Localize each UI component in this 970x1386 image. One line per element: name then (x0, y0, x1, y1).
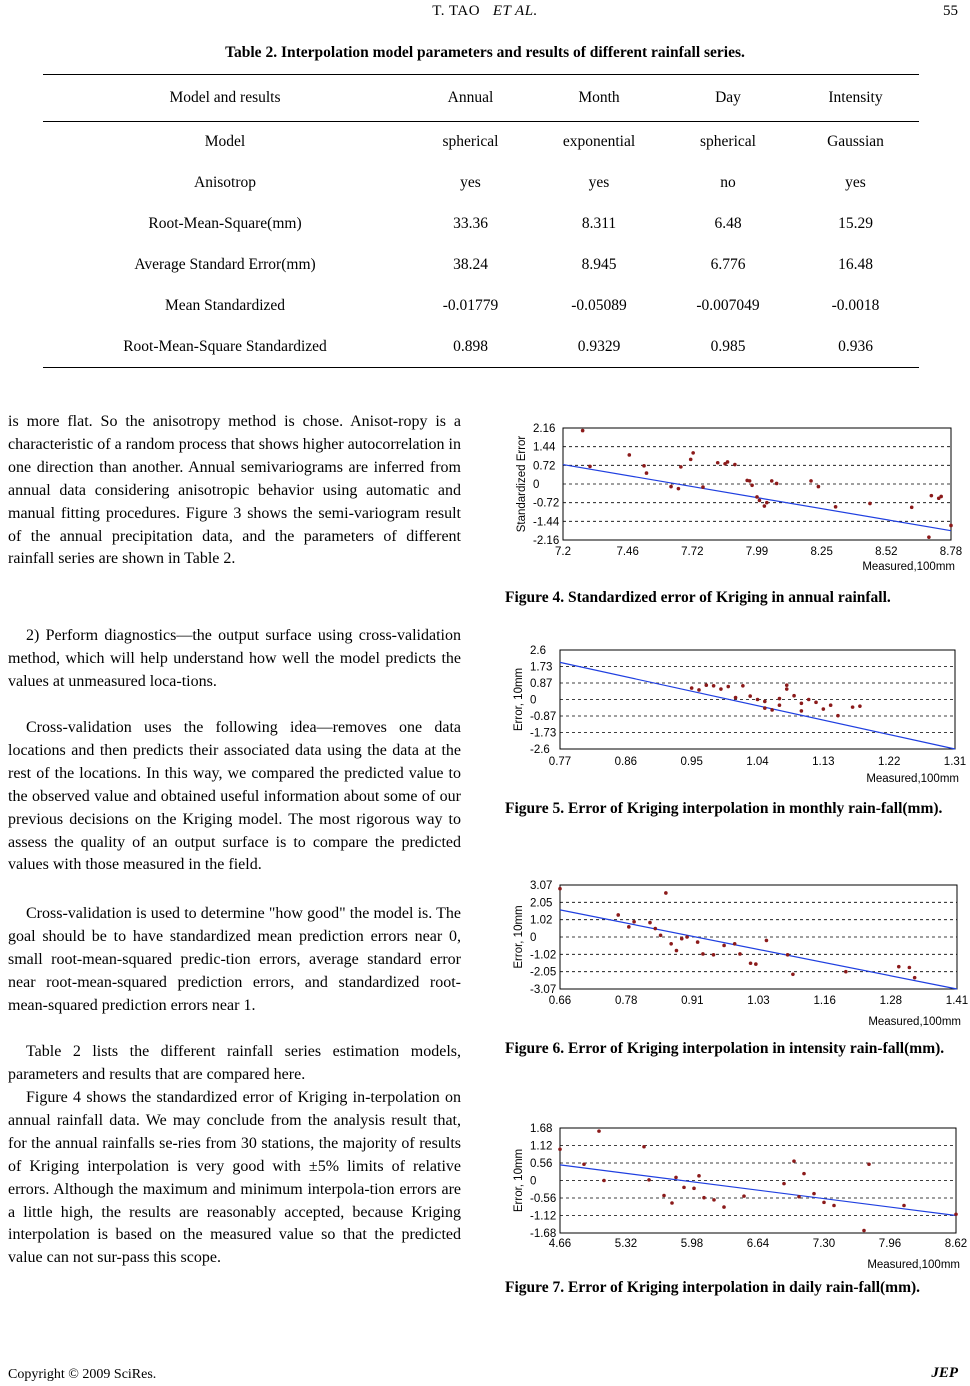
x-axis-label: Measured,100mm (867, 1259, 960, 1271)
x-tick-label: 0.77 (548, 756, 572, 768)
y-tick-label: 0 (530, 932, 537, 944)
data-point (954, 1212, 958, 1216)
data-point (812, 1192, 816, 1196)
data-point (726, 685, 730, 689)
table-cell: Mean Standardized (164, 297, 286, 314)
data-point (680, 937, 684, 941)
x-tick-label: 6.64 (746, 1238, 770, 1250)
header-author: T. TAO (432, 3, 481, 19)
table-cell: -0.0018 (831, 297, 880, 314)
table-cell: 38.24 (453, 256, 488, 273)
y-tick-label: 0 (533, 479, 540, 491)
data-point (758, 499, 762, 503)
table-cell: -0.01779 (442, 297, 499, 314)
data-point (704, 683, 708, 687)
table-cell: Anisotrop (194, 174, 256, 191)
table-row (43, 215, 919, 235)
table-top-rule (43, 74, 919, 75)
x-tick-label: 7.46 (616, 546, 639, 558)
data-point (756, 698, 760, 702)
table-header-cell: Model and results (169, 89, 281, 106)
y-tick-label: -2.05 (530, 966, 557, 979)
data-point (800, 709, 804, 713)
table-cell: spherical (700, 133, 756, 150)
table-header-cell: Intensity (828, 89, 883, 106)
data-point (755, 495, 759, 499)
x-tick-label: 8.25 (810, 546, 833, 558)
data-point (930, 494, 934, 498)
data-point (775, 482, 779, 486)
body-paragraph: Figure 4 shows the standardized error of Kriging in-terpolation on annual rainfall data. We may conclude from the analysis result that, for the annual rainfalls se-ries from 30 stations, the majority of results of Kriging interpolation is very good with ±5% limits of relative errors. Although the maximum and minimum interpola-tion errors are a little high, the results are reasonably accepted, because Kriging interpolation is based on the measured value so that the predicted value can not sur-pass this scope. (8, 1089, 461, 1267)
data-point (770, 708, 774, 712)
data-point (829, 703, 833, 707)
data-point (632, 920, 636, 924)
y-axis-label: Error, 10mm (513, 667, 525, 732)
data-point (765, 939, 769, 943)
data-point (792, 694, 796, 698)
data-point (910, 506, 914, 510)
y-tick-label: 0.72 (533, 460, 556, 473)
y-tick-label: -1.12 (530, 1210, 557, 1223)
data-point (738, 952, 742, 956)
table-cell: yes (460, 174, 481, 191)
figure-7-caption: Figure 7. Error of Kriging interpolation in daily rain-fall(mm). (505, 1279, 921, 1296)
data-point (770, 479, 774, 483)
data-point (902, 1204, 906, 1208)
x-tick-label: 7.2 (555, 546, 571, 558)
x-tick-label: 1.28 (879, 995, 903, 1007)
y-tick-label: 1.68 (530, 1123, 553, 1135)
figure-7-chart (505, 1116, 968, 1274)
y-tick-label: -0.56 (530, 1193, 557, 1205)
data-point (836, 714, 840, 718)
data-point (597, 1129, 601, 1133)
data-point (748, 479, 752, 483)
copyright-notice: Copyright © 2009 SciRes. (8, 1367, 157, 1382)
table-cell: 0.936 (838, 338, 873, 355)
page-number: 55 (943, 3, 958, 19)
data-point (786, 953, 790, 957)
table-cell: yes (588, 174, 610, 191)
data-point (588, 465, 592, 469)
table-cell: exponential (562, 133, 636, 150)
table-cell: Root-Mean-Square Standardized (123, 338, 327, 355)
data-point (867, 1162, 871, 1166)
data-point (742, 1194, 746, 1198)
table-cell: no (720, 174, 736, 191)
x-tick-label: 5.32 (614, 1238, 638, 1250)
data-point (712, 1198, 716, 1202)
data-point (664, 891, 668, 895)
table-row (43, 297, 919, 317)
journal-abbrev: JEP (931, 1365, 958, 1381)
x-tick-label: 1.41 (945, 995, 969, 1007)
data-point (582, 1162, 586, 1166)
data-point (791, 972, 795, 976)
data-point (602, 1179, 606, 1183)
data-point (558, 1147, 562, 1151)
body-paragraph: 2) Perform diagnostics—the output surface using cross-validation method, which will help understand how well the model predicts the values at unmeasured loca-tions. (8, 627, 461, 690)
data-point (722, 944, 726, 948)
table-header-rule (43, 121, 919, 122)
data-point (669, 942, 673, 946)
table-cell: Model (204, 133, 246, 150)
data-point (692, 1187, 696, 1191)
y-tick-label: 1.02 (530, 914, 553, 927)
table-row (43, 338, 919, 358)
data-point (908, 966, 912, 970)
y-tick-label: 1.73 (530, 661, 553, 674)
data-point (913, 976, 917, 980)
data-point (844, 970, 848, 974)
x-tick-label: 0.91 (681, 995, 704, 1007)
table-cell: 0.9329 (577, 338, 621, 355)
body-paragraph: is more flat. So the anisotropy method is chose. Anisot-ropy is a characteristic of a random process that shows higher autocorrelation in one direction than another. Annual semivariograms are inferred from annual data considering anisotropic behavior using automatic and manual fitting procedures. Figure 3 shows the semi-variogram result of the annual precipitation data, and the parameters of different rainfall series are shown in Table 2. (8, 413, 461, 568)
data-point (677, 487, 681, 491)
table-row (43, 174, 919, 194)
table-cell: yes (845, 174, 866, 191)
table-cell: 15.29 (838, 215, 873, 232)
y-tick-label: 2.05 (530, 897, 553, 910)
data-point (763, 706, 767, 710)
x-tick-label: 8.62 (944, 1238, 968, 1250)
data-point (817, 485, 821, 489)
x-tick-label: 1.04 (746, 756, 769, 768)
data-point (719, 687, 723, 691)
x-tick-label: 1.03 (747, 995, 770, 1007)
x-axis-label: Measured,100mm (862, 561, 955, 573)
data-point (722, 1205, 726, 1209)
data-point (675, 949, 679, 953)
figure-6-caption: Figure 6. Error of Kriging interpolation in intensity rain-fall(mm). (505, 1040, 945, 1057)
y-tick-label: 0.87 (530, 678, 553, 690)
y-axis-label: Error, 10mm (513, 1148, 525, 1213)
table-header-cell: Month (578, 89, 620, 106)
x-tick-label: 0.66 (548, 995, 572, 1007)
data-point (702, 1196, 706, 1200)
header-etal: ET AL. (492, 3, 538, 19)
data-point (642, 464, 646, 468)
data-point (785, 687, 789, 691)
y-tick-label: 1.44 (533, 441, 556, 454)
data-point (754, 962, 758, 966)
data-point (712, 684, 716, 688)
x-tick-label: 7.30 (812, 1238, 836, 1250)
data-point (685, 935, 689, 939)
data-point (800, 702, 804, 706)
figure-5-caption: Figure 5. Error of Kriging interpolation in monthly rain-fall(mm). (505, 800, 943, 817)
data-point (733, 463, 737, 467)
y-tick-label: 2.6 (530, 645, 546, 657)
x-axis-label: Measured,100mm (866, 773, 959, 785)
x-tick-label: 1.22 (877, 756, 901, 768)
data-point (858, 704, 862, 708)
data-point (814, 701, 818, 705)
data-point (741, 684, 745, 688)
table-header-row (43, 89, 919, 109)
figure-6-chart (505, 872, 970, 1032)
data-point (682, 1186, 686, 1190)
data-point (690, 686, 694, 690)
data-point (716, 461, 720, 465)
data-point (697, 1174, 701, 1178)
data-point (712, 953, 716, 957)
y-tick-label: -0.72 (533, 497, 560, 510)
data-point (691, 451, 695, 455)
y-tick-label: -2.16 (533, 535, 560, 547)
data-point (645, 471, 649, 475)
x-tick-label: 0.95 (680, 756, 703, 768)
x-tick-label: 5.98 (680, 1238, 704, 1250)
data-point (659, 934, 663, 938)
data-point (647, 1178, 651, 1182)
data-point (642, 1145, 646, 1149)
data-point (785, 683, 789, 687)
figure-4-caption: Figure 4. Standardized error of Kriging in annual rainfall. (505, 589, 891, 606)
data-point (797, 1195, 801, 1199)
y-tick-label: 3.07 (530, 880, 553, 892)
table-cell: 8.311 (581, 215, 617, 232)
data-point (897, 965, 901, 969)
data-point (733, 942, 737, 946)
y-tick-label: 1.12 (530, 1140, 553, 1153)
data-point (822, 707, 826, 711)
data-point (648, 921, 652, 925)
y-tick-label: -2.6 (530, 744, 550, 756)
body-paragraph: Table 2 lists the different rainfall series estimation models, parameters and results that are compared here. (8, 1043, 461, 1083)
table-header-cell: Annual (447, 89, 494, 106)
data-point (627, 925, 631, 929)
data-point (701, 485, 705, 489)
x-tick-label: 0.86 (614, 756, 638, 768)
x-tick-label: 7.72 (681, 546, 704, 558)
data-point (927, 535, 931, 539)
y-tick-label: 2.16 (533, 423, 556, 435)
y-tick-label: -1.73 (530, 727, 557, 740)
figure-5-chart (505, 633, 967, 789)
table-cell: Root-Mean-Square(mm) (148, 215, 302, 232)
table-cell: 0.985 (710, 338, 746, 355)
body-paragraph: Cross-validation uses the following idea—removes one data locations and then predicts their associated data using the data at the rest of the locations. In this way, we compared the predicted value to the observed value and obtained useful information about some of our previous decisions on the Kriging model. The most rigorous way to assess the quality of an output surface is to compare the predicted values with those measured in the field. (8, 719, 461, 874)
table-cell: Gaussian (827, 133, 884, 150)
data-point (616, 913, 620, 917)
data-point (851, 705, 855, 709)
x-axis-label: Measured,100mm (868, 1016, 961, 1028)
data-point (809, 479, 813, 483)
data-point (653, 927, 657, 931)
data-point (662, 1194, 666, 1198)
data-point (949, 524, 953, 528)
y-tick-label: -0.87 (530, 711, 557, 723)
data-point (734, 696, 738, 700)
table-bottom-rule (43, 367, 919, 368)
data-point (822, 1201, 826, 1205)
y-axis-label: Error, 10mm (513, 905, 525, 969)
y-tick-label: -3.07 (530, 984, 557, 996)
x-tick-label: 8.52 (875, 546, 898, 558)
table-row (43, 256, 919, 276)
x-tick-label: 1.31 (943, 756, 967, 768)
x-tick-label: 0.78 (614, 995, 638, 1007)
x-tick-label: 1.16 (813, 995, 836, 1007)
data-point (670, 1201, 674, 1205)
y-tick-label: 0 (530, 694, 537, 707)
data-point (868, 502, 872, 506)
data-point (778, 703, 782, 707)
data-point (726, 460, 730, 464)
y-tick-label: -1.44 (533, 516, 560, 529)
data-point (701, 952, 705, 956)
y-tick-label: -1.68 (530, 1228, 557, 1240)
data-point (581, 429, 585, 433)
data-point (748, 694, 752, 698)
data-point (697, 688, 701, 692)
table-header-cell: Day (715, 89, 741, 106)
x-tick-label: 4.66 (548, 1238, 572, 1250)
running-header (0, 3, 970, 20)
x-tick-label: 8.78 (939, 546, 963, 558)
data-point (558, 887, 562, 891)
table-cell: spherical (442, 133, 499, 150)
data-point (792, 1159, 796, 1163)
x-tick-label: 7.96 (878, 1238, 902, 1250)
x-tick-label: 7.99 (745, 546, 769, 558)
y-axis-label: Standardized Error (516, 435, 528, 533)
data-point (834, 505, 838, 509)
data-point (832, 1204, 836, 1208)
data-point (669, 485, 673, 489)
table-row (43, 133, 919, 153)
table-cell: Average Standard Error(mm) (134, 256, 316, 273)
y-tick-label: -1.02 (530, 949, 557, 962)
data-point (674, 1176, 678, 1180)
data-point (862, 1229, 866, 1233)
data-point (782, 1182, 786, 1186)
table-cell: 0.898 (453, 338, 488, 355)
data-point (749, 961, 753, 965)
y-tick-label: 0.56 (530, 1158, 553, 1170)
table-cell: 16.48 (838, 256, 873, 273)
x-tick-label: 1.13 (812, 756, 835, 768)
data-point (679, 465, 683, 469)
table-cell: 33.36 (453, 215, 488, 232)
data-point (750, 483, 754, 487)
table-cell: 8.945 (581, 256, 617, 273)
data-point (763, 504, 767, 508)
table-cell: -0.007049 (696, 297, 760, 314)
table-cell: 6.48 (714, 215, 742, 232)
data-point (696, 940, 700, 944)
body-paragraph: Cross-validation is used to determine "how good" the model is. The goal should be to have standardized mean prediction errors near 0, small root-mean-squared predic-tion errors, average standard error near root-mean-squared prediction errors, and standardized root-mean-squared prediction errors near 1. (8, 905, 461, 1014)
table-cell: 6.776 (710, 256, 746, 273)
data-point (802, 1172, 806, 1176)
data-point (807, 698, 811, 702)
data-point (763, 700, 767, 704)
data-point (689, 458, 693, 462)
data-point (628, 453, 632, 457)
data-point (939, 495, 943, 499)
data-point (765, 501, 769, 505)
table-caption: Table 2. Interpolation model parameters and results of different rainfall series. (225, 44, 745, 61)
y-tick-label: 0 (530, 1175, 537, 1188)
figure-4-chart (505, 415, 963, 577)
data-point (778, 697, 782, 701)
table-cell: -0.05089 (571, 297, 627, 314)
